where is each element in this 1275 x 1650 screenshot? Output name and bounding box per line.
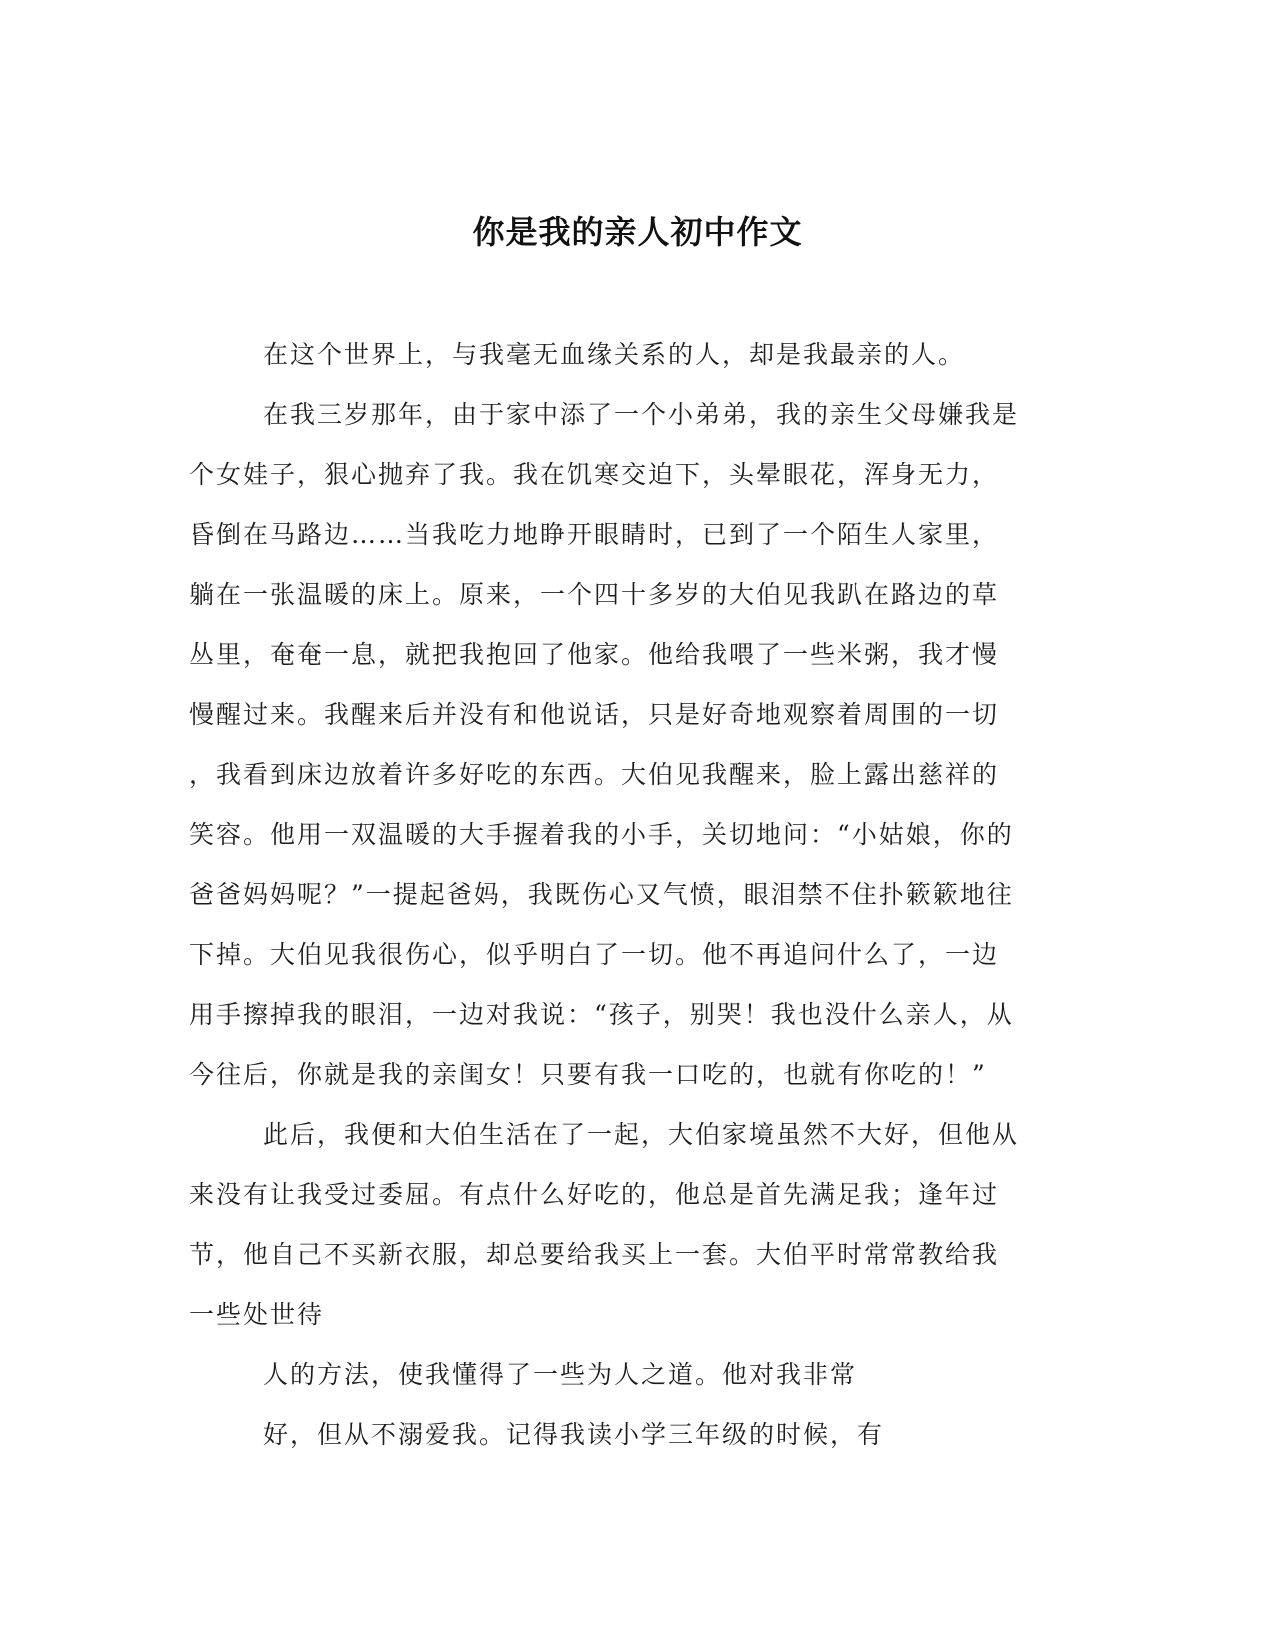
body-text-line: 丛里，奄奄一息，就把我抱回了他家。他给我喂了一些米粥，我才慢	[189, 640, 1000, 669]
body-text-line: 今往后，你就是我的亲闺女！只要有我一口吃的，也就有你吃的！”	[189, 1060, 987, 1089]
body-text-line: 好，但从不溺爱我。记得我读小学三年级的时候，有	[263, 1420, 885, 1449]
body-text-line: 来没有让我受过委屈。有点什么好吃的，他总是首先满足我；逢年过	[189, 1180, 1000, 1209]
document-body	[189, 325, 1069, 1465]
body-text-line: 躺在一张温暖的床上。原来，一个四十多岁的大伯见我趴在路边的草	[189, 580, 1000, 609]
body-text-line: ，我看到床边放着许多好吃的东西。大伯见我醒来，脸上露出慈祥的	[189, 760, 1000, 789]
body-text-line: 个女娃子，狠心抛弃了我。我在饥寒交迫下，头晕眼花，浑身无力，	[189, 460, 1000, 489]
body-text-line: 下掉。大伯见我很伤心，似乎明白了一切。他不再追问什么了，一边	[189, 940, 1000, 969]
body-text-line: 节，他自己不买新衣服，却总要给我买上一套。大伯平时常常教给我	[189, 1240, 1000, 1269]
body-text-line: 昏倒在马路边……当我吃力地睁开眼睛时，已到了一个陌生人家里，	[189, 520, 1000, 549]
body-text-line: 一些处世待	[189, 1300, 325, 1329]
body-text-line: 笑容。他用一双温暖的大手握着我的小手，关切地问：“小姑娘，你的	[189, 820, 1014, 849]
body-text-line: 用手擦掉我的眼泪，一边对我说：“孩子，别哭！我也没什么亲人，从	[189, 1000, 1014, 1029]
body-text-line: 爸爸妈妈呢？”一提起爸妈，我既伤心又气愤，眼泪禁不住扑簌簌地往	[189, 880, 1014, 909]
body-text-line: 人的方法，使我懂得了一些为人之道。他对我非常	[263, 1360, 858, 1389]
body-text-line: 在我三岁那年，由于家中添了一个小弟弟，我的亲生父母嫌我是	[263, 400, 1020, 429]
body-text-line: 慢醒过来。我醒来后并没有和他说话，只是好奇地观察着周围的一切	[189, 700, 1000, 729]
document-title: 你是我的亲人初中作文	[472, 213, 803, 251]
body-text-line: 此后，我便和大伯生活在了一起，大伯家境虽然不大好，但他从	[263, 1120, 1020, 1149]
body-text-line: 在这个世界上，与我毫无血缘关系的人，却是我最亲的人。	[263, 340, 966, 369]
